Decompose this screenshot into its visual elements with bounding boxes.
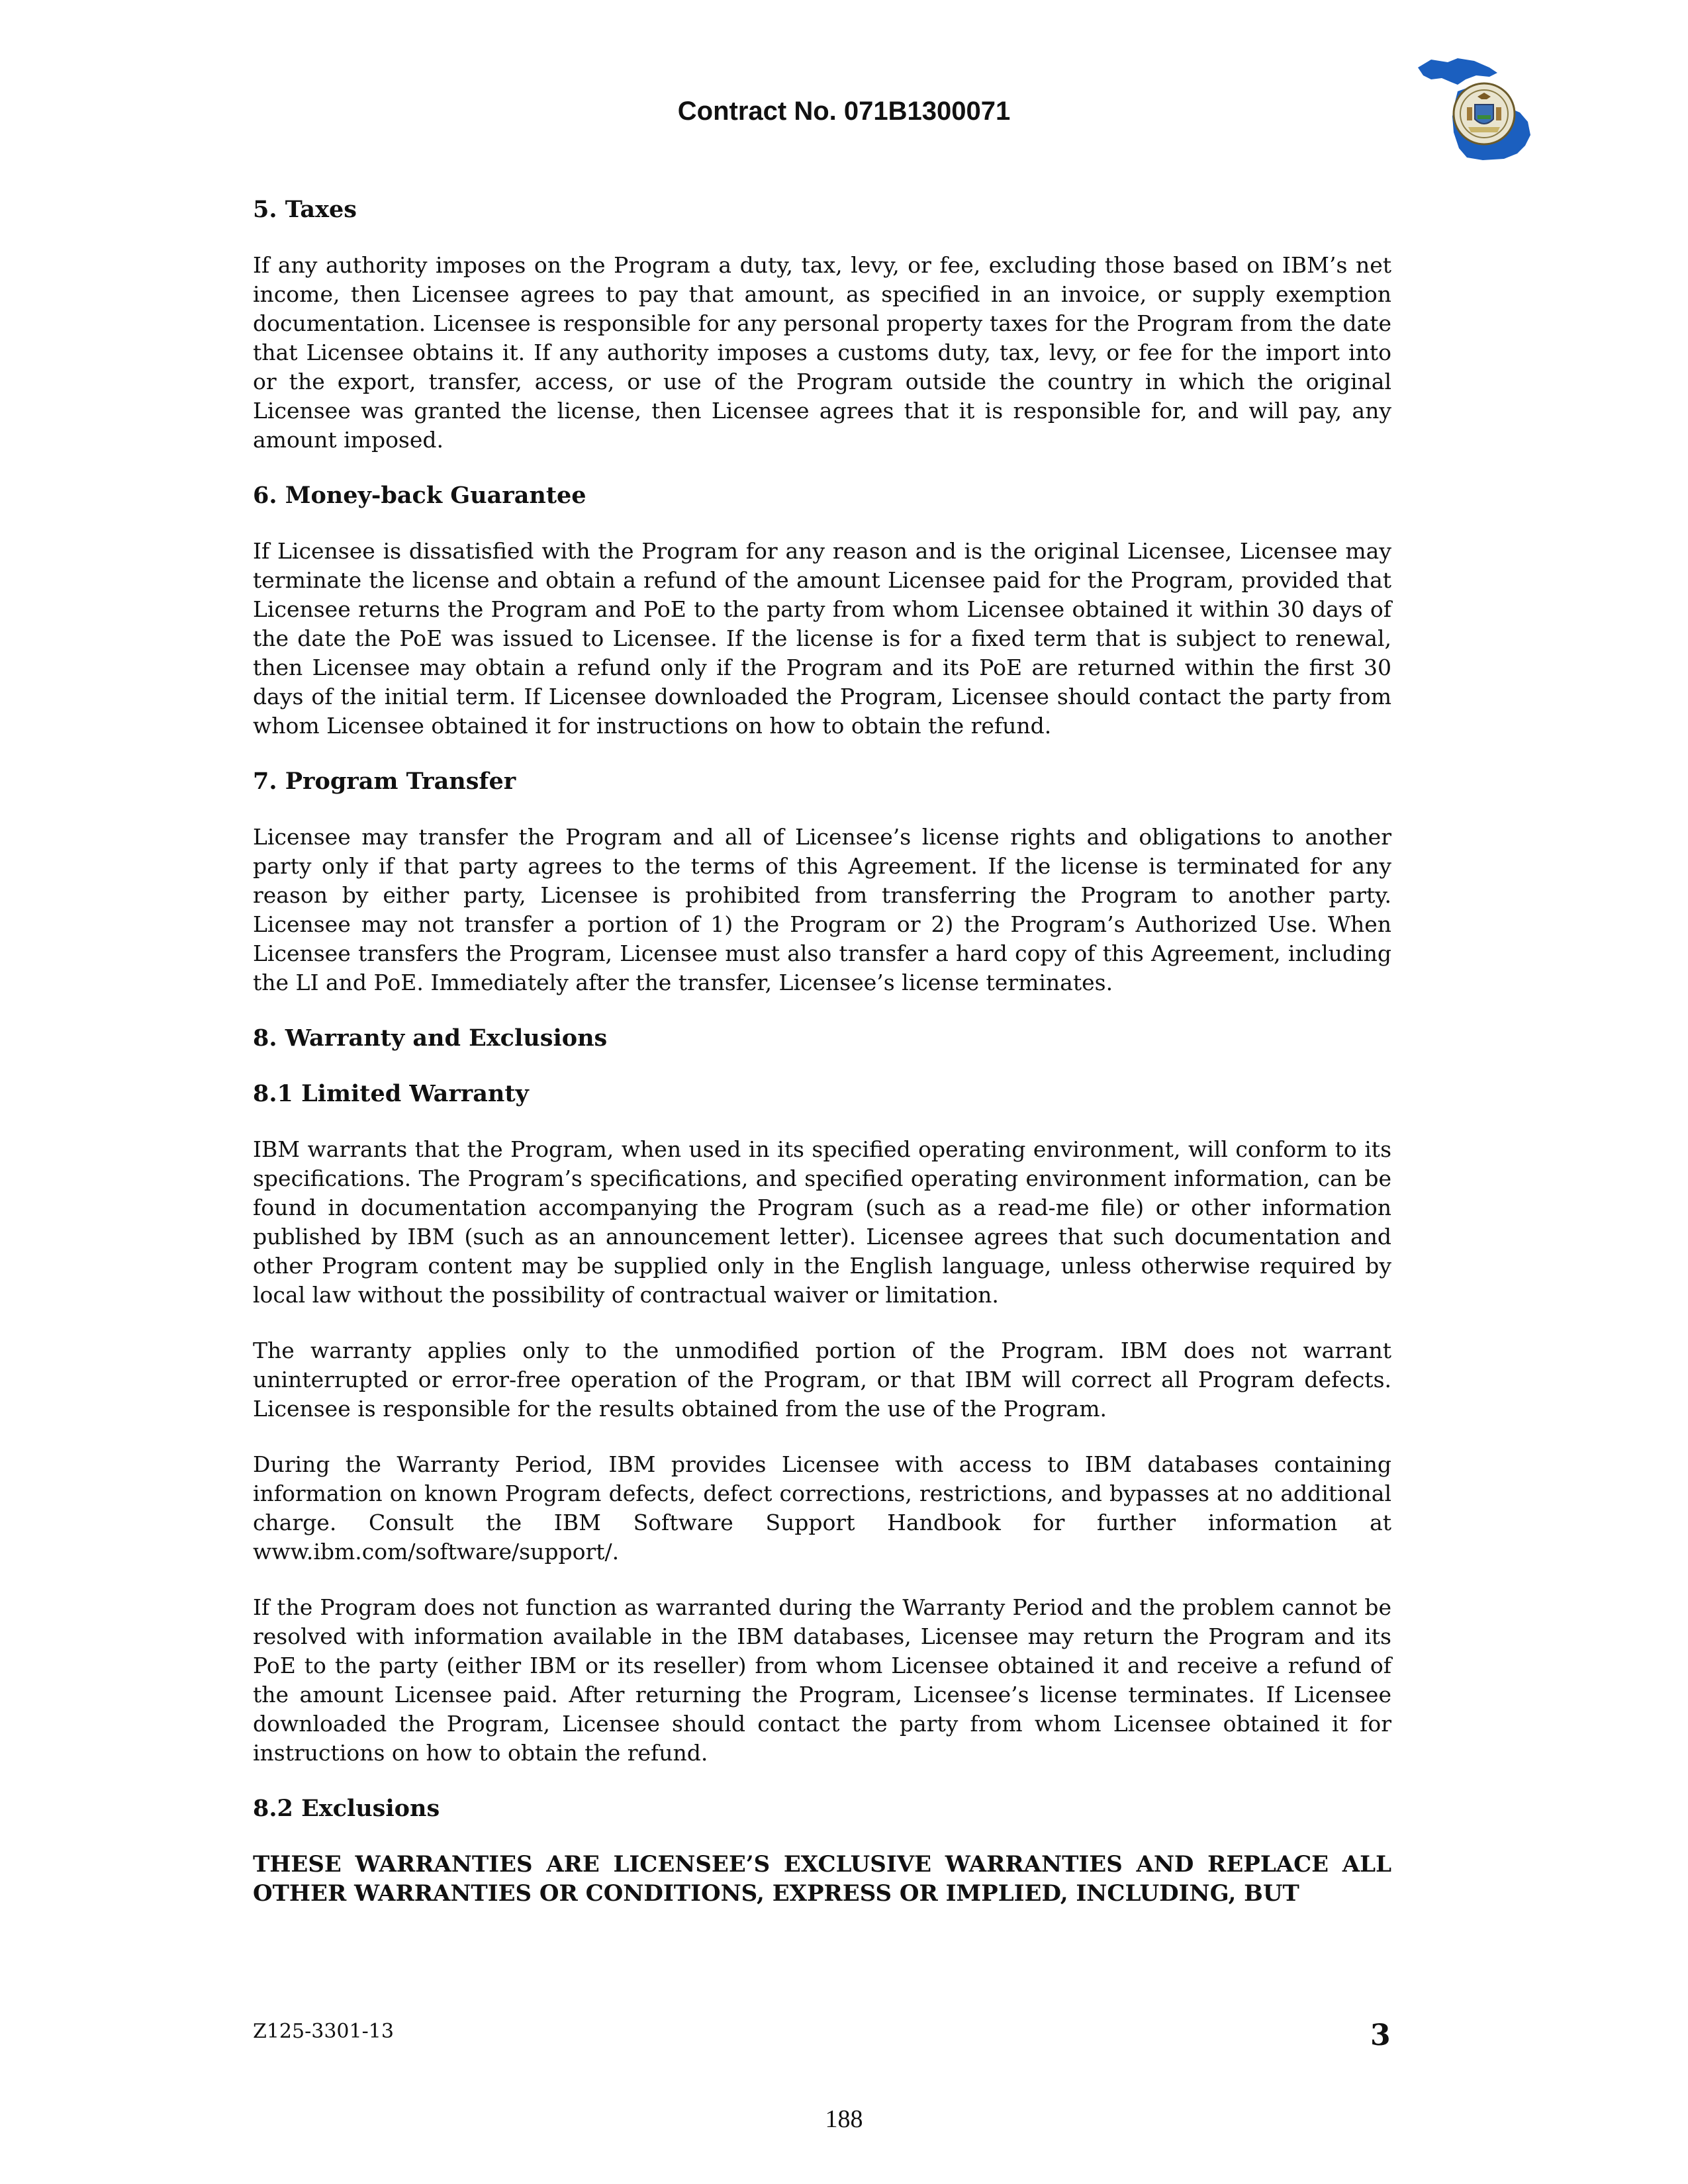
- limited-warranty-paragraph-4: If the Program does not function as warranted during the Warranty Period and the problem cannot be resolved with information available in the IBM databases, Licensee may return the Program and its PoE to the party (either IBM or its reseller) from whom Licensee obtained it and receive a refund of the amount Licensee paid. After returning the Program, Licensee’s license terminates. If Licensee downloaded the Program, Licensee should contact the party from whom Licensee obtained it for instructions on how to obtain the refund.: [253, 1594, 1391, 1766]
- limited-warranty-paragraph-3: During the Warranty Period, IBM provides Licensee with access to IBM databases containing information on known Program defects, defect corrections, restrictions, and bypasses at no additional charge. Consult the IBM Software Support Handbook for further information at www.ibm.com/software/support/.: [253, 1451, 1391, 1565]
- exclusions-caps-text: THESE WARRANTIES ARE LICENSEE’S EXCLUSIVE WARRANTIES AND REPLACE ALL OTHER WARRANTIES OR CONDITIONS, EXPRESS OR IMPLIED, INCLUDING, BUT: [253, 1851, 1391, 1907]
- section-heading-limited-warranty: 8.1 Limited Warranty: [253, 1080, 529, 1107]
- taxes-paragraph: If any authority imposes on the Program a duty, tax, levy, or fee, excluding those based on IBM’s net income, then Licensee agrees to pay that amount, as specified in an invoice, or supply exemption documentation. Licensee is responsible for any personal property taxes for the Program from the date that Licensee obtains it. If any authority imposes a customs duty, tax, levy, or fee for the import into or the export, transfer, access, or use of the Program outside the country in which the original Licensee was granted the license, then Licensee agrees that it is responsible for, and will pay, any amount imposed.: [253, 252, 1391, 453]
- section-heading-taxes: 5. Taxes: [253, 196, 357, 223]
- section-heading-warranty-and-exclusions: 8. Warranty and Exclusions: [253, 1024, 608, 1052]
- contract-number-header: Contract No. 071B1300071: [677, 97, 1011, 126]
- form-number: Z125-3301-13: [253, 2020, 394, 2043]
- section-heading-money-back-guarantee: 6. Money-back Guarantee: [253, 482, 586, 509]
- money-back-paragraph: If Licensee is dissatisfied with the Program for any reason and is the original Licensee, Licensee may terminate the license and obtain a refund of the amount Licensee paid for the Program, provided that Licensee returns the Program and PoE to the party from whom Licensee obtained it within 30 days of the date the PoE was issued to Licensee. If the license is for a fixed term that is subject to renewal, then Licensee may obtain a refund only if the Program and its PoE are returned within the first 30 days of the initial term. If Licensee downloaded the Program, Licensee should contact the party from whom Licensee obtained it for instructions on how to obtain the refund.: [253, 538, 1391, 739]
- document-page-number: 3: [1370, 2019, 1391, 2052]
- section-heading-exclusions: 8.2 Exclusions: [253, 1795, 440, 1822]
- limited-warranty-paragraph-2: The warranty applies only to the unmodified portion of the Program. IBM does not warrant uninterrupted or error-free operation of the Program, or that IBM will correct all Program defects. Licensee is responsible for the results obtained from the use of the Program.: [253, 1338, 1391, 1422]
- section-heading-program-transfer: 7. Program Transfer: [253, 768, 516, 795]
- document-body: [253, 195, 1391, 1908]
- program-transfer-paragraph: Licensee may transfer the Program and all of Licensee’s license rights and obligations to another party only if that party agrees to the terms of this Agreement. If the license is terminated for any reason by either party, Licensee is prohibited from transferring the Program to another party. Licensee may not transfer a portion of 1) the Program or 2) the Program’s Authorized Use. When Licensee transfers the Program, Licensee must also transfer a hard copy of this Agreement, including the LI and PoE. Immediately after the transfer, Licensee’s license terminates.: [253, 824, 1391, 995]
- michigan-state-seal-icon: [1411, 53, 1544, 165]
- limited-warranty-paragraph-1: IBM warrants that the Program, when used in its specified operating environment, will conform to its specifications. The Program’s specifications, and specified operating environment information, can be found in documentation accompanying the Program (such as a read-me file) or other information published by IBM (such as an announcement letter). Licensee agrees that such documentation and other Program content may be supplied only in the English language, unless otherwise required by local law without the possibility of contractual waiver or limitation.: [253, 1136, 1391, 1308]
- pdf-page-number: 188: [825, 2105, 863, 2133]
